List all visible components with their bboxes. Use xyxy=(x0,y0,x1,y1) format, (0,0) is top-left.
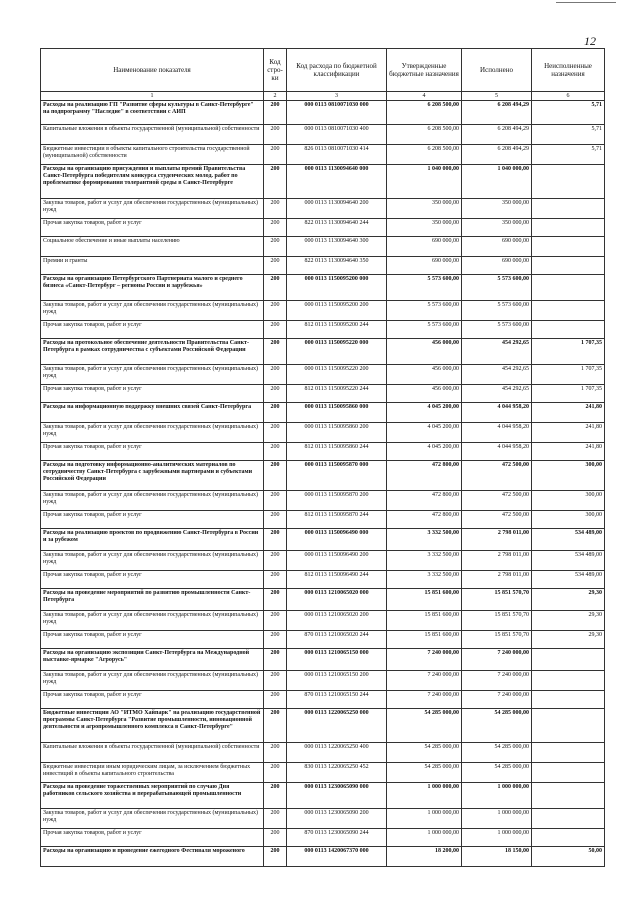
row-executed: 1 000 000,00 xyxy=(462,783,532,809)
row-unexecuted xyxy=(532,783,605,809)
row-executed: 6 208 494,29 xyxy=(462,101,532,125)
row-code: 200 xyxy=(264,385,287,403)
row-name: Расходы на организацию экспозиции Санкт-Петербурга на Международной выставке-ярмарке "Агрорусь" xyxy=(41,649,264,671)
row-name: Расходы на реализацию ГП "Развитие сферы культуры в Санкт-Петербурге" на подпрограмму "Наследие" в соответствии с АИП xyxy=(41,101,264,125)
row-name: Бюджетные инвестиции в объекты капитального строительства государственной (муниципальной) собственности xyxy=(41,145,264,165)
table-row xyxy=(41,671,605,691)
row-kbk: 000 0113 1150095220 000 xyxy=(287,339,387,365)
table-row xyxy=(41,783,605,809)
row-executed: 4 044 958,20 xyxy=(462,443,532,461)
row-kbk: 822 0113 1130094640 244 xyxy=(287,219,387,237)
top-edge-mark xyxy=(556,2,616,3)
row-name: Капитальные вложения в объекты государственной (муниципальной) собственности xyxy=(41,743,264,763)
row-kbk: 000 0113 1150095870 000 xyxy=(287,461,387,491)
row-executed: 472 500,00 xyxy=(462,491,532,511)
row-unexecuted: 534 489,00 xyxy=(532,529,605,551)
row-executed: 5 573 600,00 xyxy=(462,301,532,321)
row-name: Закупка товаров, работ и услуг для обеспечения государственных (муниципальных) нужд xyxy=(41,301,264,321)
row-name: Расходы на организацию Петербургского Партнериата малого и среднего бизнеса «Санкт-Петербург – регионы России и зарубежья» xyxy=(41,275,264,301)
row-executed: 15 851 570,70 xyxy=(462,611,532,631)
table-row xyxy=(41,649,605,671)
row-executed: 15 851 570,70 xyxy=(462,589,532,611)
row-unexecuted: 534 489,00 xyxy=(532,571,605,589)
column-number: 1 xyxy=(41,92,264,101)
table-row xyxy=(41,709,605,743)
table-row xyxy=(41,257,605,275)
row-code: 200 xyxy=(264,321,287,339)
row-kbk: 000 0113 1150095860 200 xyxy=(287,423,387,443)
row-name: Закупка товаров, работ и услуг для обеспечения государственных (муниципальных) нужд xyxy=(41,551,264,571)
row-code: 200 xyxy=(264,709,287,743)
row-kbk: 000 0113 1130094640 300 xyxy=(287,237,387,257)
row-executed: 54 285 000,00 xyxy=(462,763,532,783)
row-code: 200 xyxy=(264,403,287,423)
row-approved: 18 200,00 xyxy=(387,847,462,867)
header-code: Код стро-ки xyxy=(264,49,287,92)
row-executed: 1 000 000,00 xyxy=(462,809,532,829)
row-name: Расходы на проведение мероприятий по развитию промышленности Санкт-Петербурга xyxy=(41,589,264,611)
row-code: 200 xyxy=(264,461,287,491)
row-name: Закупка товаров, работ и услуг для обеспечения государственных (муниципальных) нужд xyxy=(41,809,264,829)
row-code: 200 xyxy=(264,443,287,461)
row-name: Капитальные вложения в объекты государственной (муниципальной) собственности xyxy=(41,125,264,145)
row-executed: 454 292,65 xyxy=(462,385,532,403)
row-kbk: 000 0113 0810071030 000 xyxy=(287,101,387,125)
row-executed: 54 285 000,00 xyxy=(462,743,532,763)
row-kbk: 000 0113 1150095200 000 xyxy=(287,275,387,301)
row-code: 200 xyxy=(264,219,287,237)
budget-execution-table xyxy=(40,48,605,867)
row-approved: 3 332 500,00 xyxy=(387,529,462,551)
row-executed: 1 040 000,00 xyxy=(462,165,532,199)
row-kbk: 870 0113 1210065150 244 xyxy=(287,691,387,709)
table-row xyxy=(41,809,605,829)
row-approved: 456 000,00 xyxy=(387,339,462,365)
row-kbk: 812 0113 1150096490 244 xyxy=(287,571,387,589)
table-row xyxy=(41,339,605,365)
row-unexecuted: 1 707,35 xyxy=(532,339,605,365)
row-kbk: 000 0113 0810071030 400 xyxy=(287,125,387,145)
row-kbk: 000 0113 1150095860 000 xyxy=(287,403,387,423)
row-approved: 15 851 600,00 xyxy=(387,589,462,611)
row-unexecuted xyxy=(532,237,605,257)
row-approved: 7 240 000,00 xyxy=(387,649,462,671)
row-approved: 6 208 500,00 xyxy=(387,145,462,165)
row-unexecuted xyxy=(532,809,605,829)
row-executed: 5 573 600,00 xyxy=(462,275,532,301)
row-kbk: 000 0113 1220065250 400 xyxy=(287,743,387,763)
table-row xyxy=(41,631,605,649)
row-executed: 5 573 600,00 xyxy=(462,321,532,339)
row-kbk: 812 0113 1150095200 244 xyxy=(287,321,387,339)
row-kbk: 000 0113 1150096490 000 xyxy=(287,529,387,551)
header-executed: Исполнено xyxy=(462,49,532,92)
table-row xyxy=(41,385,605,403)
row-code: 200 xyxy=(264,237,287,257)
row-code: 200 xyxy=(264,847,287,867)
row-kbk: 870 0113 1210065020 244 xyxy=(287,631,387,649)
row-unexecuted xyxy=(532,709,605,743)
row-unexecuted xyxy=(532,321,605,339)
row-approved: 54 285 000,00 xyxy=(387,763,462,783)
row-approved: 5 573 600,00 xyxy=(387,301,462,321)
row-approved: 15 851 600,00 xyxy=(387,631,462,649)
row-executed: 7 240 000,00 xyxy=(462,671,532,691)
row-code: 200 xyxy=(264,257,287,275)
row-name: Прочая закупка товаров, работ и услуг xyxy=(41,571,264,589)
row-executed: 6 208 494,29 xyxy=(462,125,532,145)
row-unexecuted xyxy=(532,671,605,691)
row-approved: 1 000 000,00 xyxy=(387,809,462,829)
row-unexecuted xyxy=(532,649,605,671)
table-row xyxy=(41,237,605,257)
row-unexecuted: 300,00 xyxy=(532,491,605,511)
row-code: 200 xyxy=(264,631,287,649)
row-approved: 15 851 600,00 xyxy=(387,611,462,631)
row-unexecuted xyxy=(532,763,605,783)
row-unexecuted: 300,00 xyxy=(532,511,605,529)
row-kbk: 812 0113 1150095860 244 xyxy=(287,443,387,461)
table-row xyxy=(41,829,605,847)
row-approved: 3 332 500,00 xyxy=(387,571,462,589)
row-kbk: 812 0113 1150095220 244 xyxy=(287,385,387,403)
row-kbk: 000 0113 1420067370 000 xyxy=(287,847,387,867)
row-executed: 350 000,00 xyxy=(462,219,532,237)
row-approved: 54 285 000,00 xyxy=(387,709,462,743)
row-name: Закупка товаров, работ и услуг для обеспечения государственных (муниципальных) нужд xyxy=(41,671,264,691)
row-code: 200 xyxy=(264,145,287,165)
header-name: Наименование показателя xyxy=(41,49,264,92)
row-kbk: 826 0113 0810071030 414 xyxy=(287,145,387,165)
row-kbk: 000 0113 1220065250 000 xyxy=(287,709,387,743)
row-kbk: 000 0113 1150095200 200 xyxy=(287,301,387,321)
row-approved: 6 208 500,00 xyxy=(387,101,462,125)
table-row xyxy=(41,691,605,709)
row-executed: 6 208 494,29 xyxy=(462,145,532,165)
row-kbk: 812 0113 1150095870 244 xyxy=(287,511,387,529)
row-unexecuted: 241,80 xyxy=(532,423,605,443)
row-name: Прочая закупка товаров, работ и услуг xyxy=(41,829,264,847)
row-executed: 7 240 000,00 xyxy=(462,691,532,709)
table-row xyxy=(41,491,605,511)
row-executed: 4 044 958,20 xyxy=(462,423,532,443)
column-number: 5 xyxy=(462,92,532,101)
row-code: 200 xyxy=(264,783,287,809)
row-executed: 454 292,65 xyxy=(462,339,532,365)
table-row xyxy=(41,365,605,385)
page-number: 12 xyxy=(584,34,596,48)
row-name: Прочая закупка товаров, работ и услуг xyxy=(41,443,264,461)
table-row xyxy=(41,403,605,423)
row-executed: 18 150,00 xyxy=(462,847,532,867)
row-executed: 350 000,00 xyxy=(462,199,532,219)
row-name: Прочая закупка товаров, работ и услуг xyxy=(41,385,264,403)
row-kbk: 870 0113 1230065090 244 xyxy=(287,829,387,847)
row-approved: 4 045 200,00 xyxy=(387,423,462,443)
row-kbk: 000 0113 1150095220 200 xyxy=(287,365,387,385)
table-row xyxy=(41,423,605,443)
header-approved: Утвержденные бюджетные назначения xyxy=(387,49,462,92)
row-code: 200 xyxy=(264,763,287,783)
table-row xyxy=(41,611,605,631)
row-kbk: 000 0113 1210065150 200 xyxy=(287,671,387,691)
row-executed: 472 500,00 xyxy=(462,511,532,529)
row-name: Закупка товаров, работ и услуг для обеспечения государственных (муниципальных) нужд xyxy=(41,491,264,511)
header-unexecuted: Неисполненные назначения xyxy=(532,49,605,92)
row-executed: 454 292,65 xyxy=(462,365,532,385)
row-unexecuted: 241,80 xyxy=(532,403,605,423)
row-executed: 7 240 000,00 xyxy=(462,649,532,671)
row-code: 200 xyxy=(264,125,287,145)
row-name: Прочая закупка товаров, работ и услуг xyxy=(41,631,264,649)
table-row xyxy=(41,301,605,321)
row-executed: 54 285 000,00 xyxy=(462,709,532,743)
row-code: 200 xyxy=(264,529,287,551)
row-unexecuted xyxy=(532,743,605,763)
row-unexecuted: 29,30 xyxy=(532,611,605,631)
row-name: Расходы на организацию присуждения и выплаты премий Правительства Санкт-Петербурга победителям конкурса студенческих молод. работ по проблематике формирования толерантной среды в Санкт-Петербурге xyxy=(41,165,264,199)
row-approved: 54 285 000,00 xyxy=(387,743,462,763)
row-unexecuted: 50,00 xyxy=(532,847,605,867)
table-header-row xyxy=(41,49,605,92)
row-unexecuted: 5,71 xyxy=(532,125,605,145)
row-code: 200 xyxy=(264,511,287,529)
row-approved: 4 045 200,00 xyxy=(387,443,462,461)
row-executed: 1 000 000,00 xyxy=(462,829,532,847)
row-approved: 4 045 200,00 xyxy=(387,403,462,423)
row-approved: 456 000,00 xyxy=(387,385,462,403)
row-unexecuted xyxy=(532,219,605,237)
row-code: 200 xyxy=(264,809,287,829)
table-row xyxy=(41,529,605,551)
row-executed: 472 500,00 xyxy=(462,461,532,491)
row-kbk: 000 0113 1210065020 000 xyxy=(287,589,387,611)
row-kbk: 000 0113 1130094640 000 xyxy=(287,165,387,199)
row-unexecuted: 1 707,35 xyxy=(532,365,605,385)
row-unexecuted xyxy=(532,257,605,275)
row-executed: 2 798 011,00 xyxy=(462,529,532,551)
table-row xyxy=(41,763,605,783)
row-name: Расходы на реализацию проектов по продвижению Санкт-Петербурга в России и за рубежом xyxy=(41,529,264,551)
row-approved: 1 000 000,00 xyxy=(387,829,462,847)
row-name: Расходы на информационную поддержку внешних связей Санкт-Петербурга xyxy=(41,403,264,423)
row-approved: 5 573 600,00 xyxy=(387,275,462,301)
row-name: Прочая закупка товаров, работ и услуг xyxy=(41,321,264,339)
row-kbk: 000 0113 1230065090 000 xyxy=(287,783,387,809)
table-row xyxy=(41,511,605,529)
row-code: 200 xyxy=(264,551,287,571)
row-unexecuted: 29,30 xyxy=(532,631,605,649)
row-kbk: 000 0113 1130094640 200 xyxy=(287,199,387,219)
table-row xyxy=(41,321,605,339)
row-unexecuted xyxy=(532,829,605,847)
row-unexecuted: 1 707,35 xyxy=(532,385,605,403)
row-approved: 690 000,00 xyxy=(387,257,462,275)
row-kbk: 000 0113 1210065150 000 xyxy=(287,649,387,671)
row-unexecuted: 29,30 xyxy=(532,589,605,611)
row-unexecuted: 534 489,00 xyxy=(532,551,605,571)
table-row xyxy=(41,275,605,301)
row-code: 200 xyxy=(264,571,287,589)
row-name: Расходы на организацию и проведение ежегодного Фестиваля мороженого xyxy=(41,847,264,867)
table-row xyxy=(41,145,605,165)
table-row xyxy=(41,551,605,571)
row-code: 200 xyxy=(264,649,287,671)
row-approved: 7 240 000,00 xyxy=(387,691,462,709)
row-code: 200 xyxy=(264,491,287,511)
row-name: Социальное обеспечение и иные выплаты населению xyxy=(41,237,264,257)
row-unexecuted: 5,71 xyxy=(532,101,605,125)
row-name: Прочая закупка товаров, работ и услуг xyxy=(41,511,264,529)
row-code: 200 xyxy=(264,743,287,763)
row-unexecuted xyxy=(532,275,605,301)
row-kbk: 822 0113 1130094640 350 xyxy=(287,257,387,275)
table-row xyxy=(41,743,605,763)
row-unexecuted xyxy=(532,691,605,709)
row-name: Прочая закупка товаров, работ и услуг xyxy=(41,691,264,709)
row-code: 200 xyxy=(264,301,287,321)
row-kbk: 830 0113 1220065250 452 xyxy=(287,763,387,783)
row-unexecuted: 241,80 xyxy=(532,443,605,461)
table-row xyxy=(41,101,605,125)
row-approved: 1 000 000,00 xyxy=(387,783,462,809)
row-code: 200 xyxy=(264,589,287,611)
row-code: 200 xyxy=(264,691,287,709)
row-code: 200 xyxy=(264,275,287,301)
row-code: 200 xyxy=(264,339,287,365)
row-approved: 690 000,00 xyxy=(387,237,462,257)
column-number: 4 xyxy=(387,92,462,101)
row-name: Закупка товаров, работ и услуг для обеспечения государственных (муниципальных) нужд xyxy=(41,611,264,631)
row-kbk: 000 0113 1230065090 200 xyxy=(287,809,387,829)
row-executed: 4 044 958,20 xyxy=(462,403,532,423)
row-approved: 3 332 500,00 xyxy=(387,551,462,571)
row-approved: 350 000,00 xyxy=(387,199,462,219)
row-approved: 472 800,00 xyxy=(387,461,462,491)
row-unexecuted xyxy=(532,165,605,199)
row-name: Расходы на проведение торжественных мероприятий по случаю Дня работников сельского хозяйства и перерабатывающей промышленности xyxy=(41,783,264,809)
table-row xyxy=(41,165,605,199)
table-row xyxy=(41,847,605,867)
row-executed: 690 000,00 xyxy=(462,237,532,257)
header-kbk: Код расхода по бюджетной классификации xyxy=(287,49,387,92)
row-unexecuted xyxy=(532,301,605,321)
row-executed: 2 798 011,00 xyxy=(462,551,532,571)
row-code: 200 xyxy=(264,365,287,385)
row-approved: 350 000,00 xyxy=(387,219,462,237)
row-code: 200 xyxy=(264,101,287,125)
table-body xyxy=(41,101,605,867)
row-approved: 456 000,00 xyxy=(387,365,462,385)
table-row xyxy=(41,219,605,237)
row-approved: 1 040 000,00 xyxy=(387,165,462,199)
row-code: 200 xyxy=(264,199,287,219)
row-approved: 6 208 500,00 xyxy=(387,125,462,145)
row-code: 200 xyxy=(264,611,287,631)
row-name: Расходы на подготовку информационно-аналитических материалов по сотрудничеству Санкт-Петербурга с зарубежными партнерами и субъектами Российской Федерации xyxy=(41,461,264,491)
row-code: 200 xyxy=(264,829,287,847)
row-executed: 15 851 570,70 xyxy=(462,631,532,649)
row-name: Бюджетные инвестиции иным юридическим лицам, за исключением бюджетных инвестиций в объекты капитального строительства xyxy=(41,763,264,783)
row-name: Бюджетные инвестиции АО "ИТМО Хайпарк" на реализацию государственной программы Санкт-Петербурга "Развитие промышленности, инновационной деятельности и агропромышленного комплекса в Санкт-Петербурге" xyxy=(41,709,264,743)
row-name: Закупка товаров, работ и услуг для обеспечения государственных (муниципальных) нужд xyxy=(41,365,264,385)
row-unexecuted: 5,71 xyxy=(532,145,605,165)
column-number: 2 xyxy=(264,92,287,101)
row-name: Закупка товаров, работ и услуг для обеспечения государственных (муниципальных) нужд xyxy=(41,423,264,443)
row-executed: 2 798 011,00 xyxy=(462,571,532,589)
row-kbk: 000 0113 1210065020 200 xyxy=(287,611,387,631)
row-name: Расходы на протокольное обеспечение деятельности Правительства Санкт-Петербурга в рамках сотрудничества с субъектами Российской Федерации xyxy=(41,339,264,365)
table-row xyxy=(41,461,605,491)
table-row xyxy=(41,125,605,145)
row-kbk: 000 0113 1150096490 200 xyxy=(287,551,387,571)
table-row xyxy=(41,571,605,589)
row-approved: 472 800,00 xyxy=(387,491,462,511)
row-approved: 5 573 600,00 xyxy=(387,321,462,339)
row-approved: 472 800,00 xyxy=(387,511,462,529)
table-row xyxy=(41,589,605,611)
row-code: 200 xyxy=(264,671,287,691)
row-code: 200 xyxy=(264,423,287,443)
row-executed: 690 000,00 xyxy=(462,257,532,275)
row-kbk: 000 0113 1150095870 200 xyxy=(287,491,387,511)
table-row xyxy=(41,199,605,219)
column-number: 3 xyxy=(287,92,387,101)
row-name: Прочая закупка товаров, работ и услуг xyxy=(41,219,264,237)
column-number: 6 xyxy=(532,92,605,101)
table-row xyxy=(41,443,605,461)
row-unexecuted xyxy=(532,199,605,219)
row-name: Премии и гранты xyxy=(41,257,264,275)
row-approved: 7 240 000,00 xyxy=(387,671,462,691)
row-unexecuted: 300,00 xyxy=(532,461,605,491)
row-name: Закупка товаров, работ и услуг для обеспечения государственных (муниципальных) нужд xyxy=(41,199,264,219)
column-number-row xyxy=(41,92,605,101)
row-code: 200 xyxy=(264,165,287,199)
